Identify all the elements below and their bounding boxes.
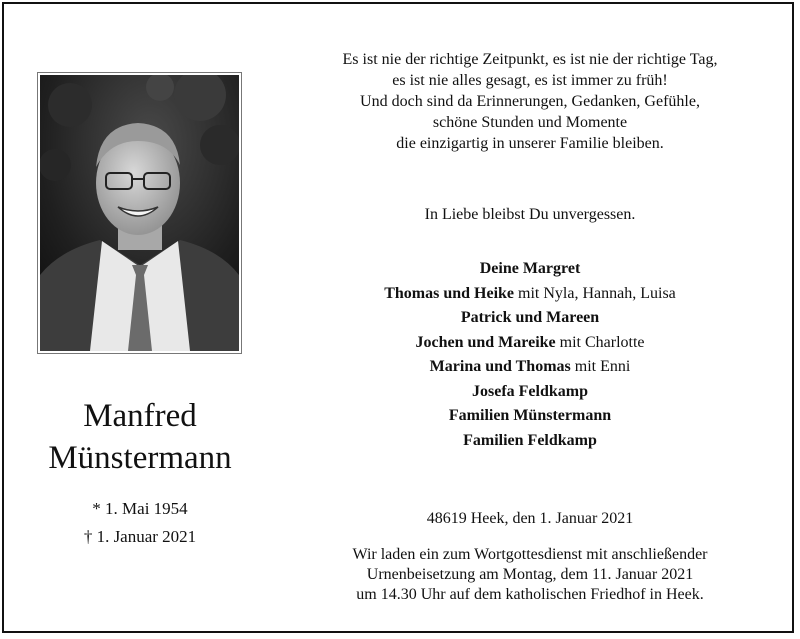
portrait-photo [40,75,239,351]
birth-date: * 1. Mai 1954 [92,499,188,518]
place-and-date: 48619 Heek, den 1. Januar 2021 [426,510,634,527]
mourner-line [270,257,790,282]
invitation-line: um 14.30 Uhr auf dem katholischen Friedhof in Heek. [356,586,704,603]
mourner-extra: mit Nyla, Hannah, Luisa [514,284,676,302]
service-invitation [270,545,790,605]
mourner-line [270,282,790,307]
mourner-line [270,306,790,331]
mourner-names: Patrick und Mareen [460,309,600,326]
mourner-line [270,380,790,405]
mourner-names: Familien Feldkamp [463,431,597,449]
mourner-names: Deine Margret [479,260,581,277]
mourner-names: Thomas und Heike [384,284,515,302]
mourner-line [270,355,790,380]
mourner-names: Familien Münstermann [448,407,612,424]
mourners-list [270,257,790,453]
mourner-names: Marina und Thomas [429,358,571,375]
mourner-line [270,404,790,429]
portrait-photo-frame [37,72,242,354]
mourner-names: Josefa Feldkamp [472,382,588,400]
mourner-line [270,429,790,454]
poem-line: die einzigartig in unserer Familie bleiben. [396,135,664,152]
deceased-first-name: Manfred [83,398,197,434]
poem-line: Es ist nie der richtige Zeitpunkt, es ist nie der richtige Tag, [342,51,718,68]
deceased-last-name: Münstermann [48,440,232,476]
mourner-extra: mit Enni [570,358,631,375]
death-date: † 1. Januar 2021 [83,527,197,546]
love-line: In Liebe bleibst Du unvergessen. [424,206,636,223]
invitation-line: Urnenbeisetzung am Montag, dem 11. Januar 2021 [366,566,694,583]
poem-line: Und doch sind da Erinnerungen, Gedanken, Gefühle, [360,93,700,110]
poem [270,49,790,154]
poem-line: es ist nie alles gesagt, es ist immer zu früh! [392,72,668,89]
invitation-line: Wir laden ein zum Wortgottesdienst mit anschließender [352,546,708,563]
poem-line: schöne Stunden und Momente [432,114,628,131]
mourner-extra: mit Charlotte [555,333,645,351]
mourner-line [270,331,790,356]
mourner-names: Jochen und Mareike [415,333,556,351]
